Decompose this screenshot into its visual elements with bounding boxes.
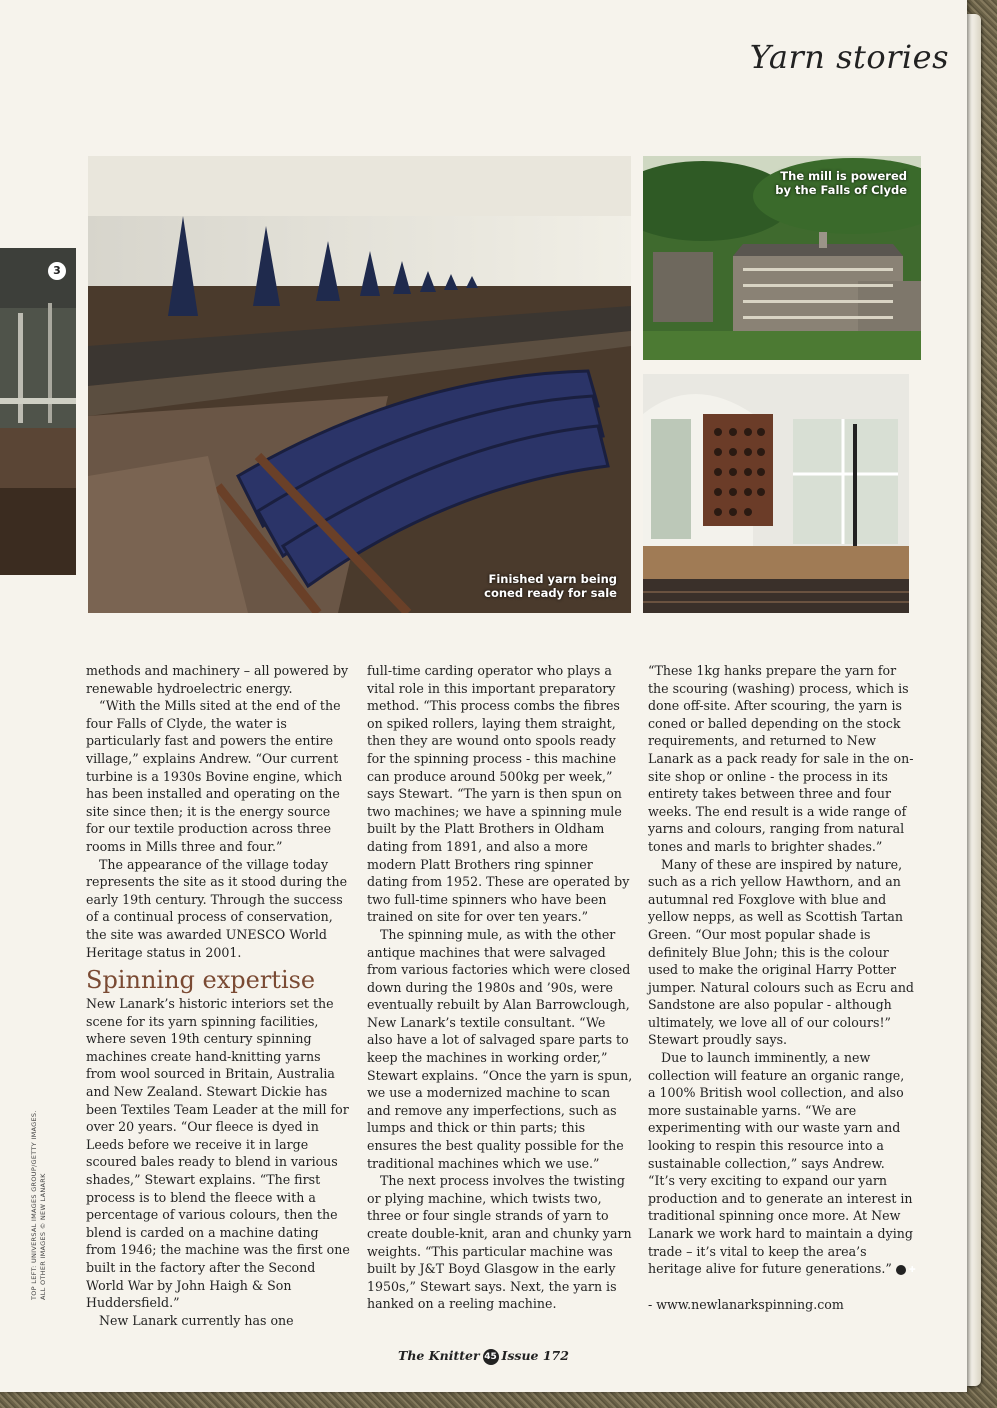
col1-paragraph-1: methods and machinery – all powered by renewable hydroelectric energy. (86, 663, 349, 696)
mill-caption-line1: The mill is powered (780, 169, 907, 183)
page-number: 45 (483, 1349, 499, 1365)
subheading-spinning-expertise: Spinning expertise (86, 966, 316, 995)
main-caption-line1: Finished yarn being (488, 572, 617, 586)
col2-paragraph-1: full-time carding operator who plays a vital role in this important preparatory method. “This process combs the fibres on spiked rollers, laying them straight, then they are wound onto spools ready for the spinning process - this machine can produce around 500kg per week,” says Stewart. “The yarn is then spun on two machines; we have a spinning mule built by the Platt Brothers in Oldham dating from 1891, and also a more modern Platt Brothers ring spinner dating from 1952. These are operated by two full-time spinners who have been trained on site for over ten years.” (367, 663, 630, 925)
mill-caption-line2: by the Falls of Clyde (775, 183, 907, 197)
col1-paragraph-5: New Lanark currently has one (99, 1312, 294, 1328)
main-yarn-photo (88, 156, 631, 613)
article-column-1 (86, 662, 352, 1329)
mill-photo-caption (760, 169, 907, 197)
col3-paragraph-3 (648, 1049, 914, 1278)
col1-paragraph-3: The appearance of the village today represents the site as it stood during the early 19th century. Through the success of a continual process of conservation, the site was awarded UNESCO World Heritage status in 2001. (86, 856, 348, 960)
col3-paragraph-2: Many of these are inspired by nature, such as a rich yellow Hawthorn, and an autumnal red Foxglove with blue and yellow nepps, as well as Scottish Tartan Green. “Our most popular shade is definitely Blue John; this is the colour used to make the original Harry Potter jumper. Natural colours such as Ecru and Sandstone are also popular - although ultimately, we love all of our colours!” Stewart proudly says. (648, 856, 914, 1048)
col1-paragraph-2: “With the Mills sited at the end of the four Falls of Clyde, the water is particularly fast and powers the entire village,” explains Andrew. “Our current turbine is a 1930s Bovine engine, which has been installed and operating on the site since then; it is the energy source for our textile production across three rooms in Mills three and four.” (86, 698, 343, 854)
article-column-2 (367, 662, 633, 1313)
image-credit (30, 1110, 48, 1300)
image-credit-line2: ALL OTHER IMAGES © NEW LANARK (39, 1173, 47, 1300)
main-caption-line2: coned ready for sale (484, 586, 617, 600)
col2-paragraph-3: The next process involves the twisting or plying machine, which twists two, three or four single strands of yarn to create double-knit, aran and chunky yarn weights. “This particular machine was built by J&T Boyd Glasgow in the early 1950s,” Stewart says. Next, the yarn is hanked on a reeling machine. (367, 1173, 632, 1312)
col3-paragraph-1: “These 1kg hanks prepare the yarn for the scouring (washing) process, which is done off-site. After scouring, the yarn is coned or balled depending on the stock requirements, and returned to New Lanark as a pack ready for sale in the on-site shop or online - the process in its entirety takes between three and four weeks. The end result is a wide range of yarns and colours, ranging from natural tones and marls to brighter shades.” (648, 663, 914, 854)
image-credit-line1: TOP LEFT: UNIVERSAL IMAGES GROUP/GETTY IMAGES. (30, 1110, 38, 1300)
col1-paragraph-4: New Lanark’s historic interiors set the scene for its yarn spinning facilities, where seven 19th century spinning machines create hand-knitting yarns from wool sourced in Britain, Australia and New Zealand. Stewart Dickie has been Textiles Team Leader at the mill for over 20 years. “Our fleece is dyed in Leeds before we receive it in large scoured bales ready to blend in various shades,” Stewart explains. “The first process is to blend the fleece with a percentage of various colours, then the blend is carded on a machine dating from 1946; the machine was the first one built in the factory after the Second World War by John Haigh & Son Huddersfield.” (86, 996, 350, 1311)
end-mark-icon: ✚ (896, 1265, 906, 1275)
page-footer (0, 1348, 967, 1365)
photo-number-badge: 3 (48, 262, 66, 280)
col2-paragraph-2: The spinning mule, as with the other antique machines that were salvaged from various factories which were closed down during the 1980s and ’90s, were eventually rebuilt by Alan Barrowclough, New Lanark’s textile consultant. “We also have a lot of salvaged spare parts to keep the machines in working order,” Stewart explains. “Once the yarn is spun, we use a modernized machine to scan and remove any imperfections, such as lumps and thick or thin parts; this ensures the best quality possible for the traditional machines which we use.” (367, 926, 633, 1171)
side-photo (0, 248, 76, 575)
website-link[interactable]: - www.newlanarkspinning.com (648, 1296, 844, 1312)
article-column-3 (648, 662, 914, 1313)
page-edge (965, 14, 981, 1386)
col3-paragraph-3-text: Due to launch imminently, a new collection will feature an organic range, a 100% British wool collection, and also more sustainable yarns. “We are experimenting with our waste yarn and looking to respin this resource into a sustainable collection,” says Andrew. “It’s very exciting to expand our yarn production and to generate an interest in traditional spinning once more. At New Lanark we work hard to maintain a dying trade – it’s vital to keep the area’s heritage alive for future generations.” (648, 1050, 913, 1277)
section-title: Yarn stories (749, 38, 949, 76)
footer-magazine: The Knitter (398, 1348, 480, 1363)
interior-photo (643, 374, 909, 613)
main-photo-caption (420, 572, 617, 600)
footer-issue: Issue 172 (501, 1348, 569, 1363)
